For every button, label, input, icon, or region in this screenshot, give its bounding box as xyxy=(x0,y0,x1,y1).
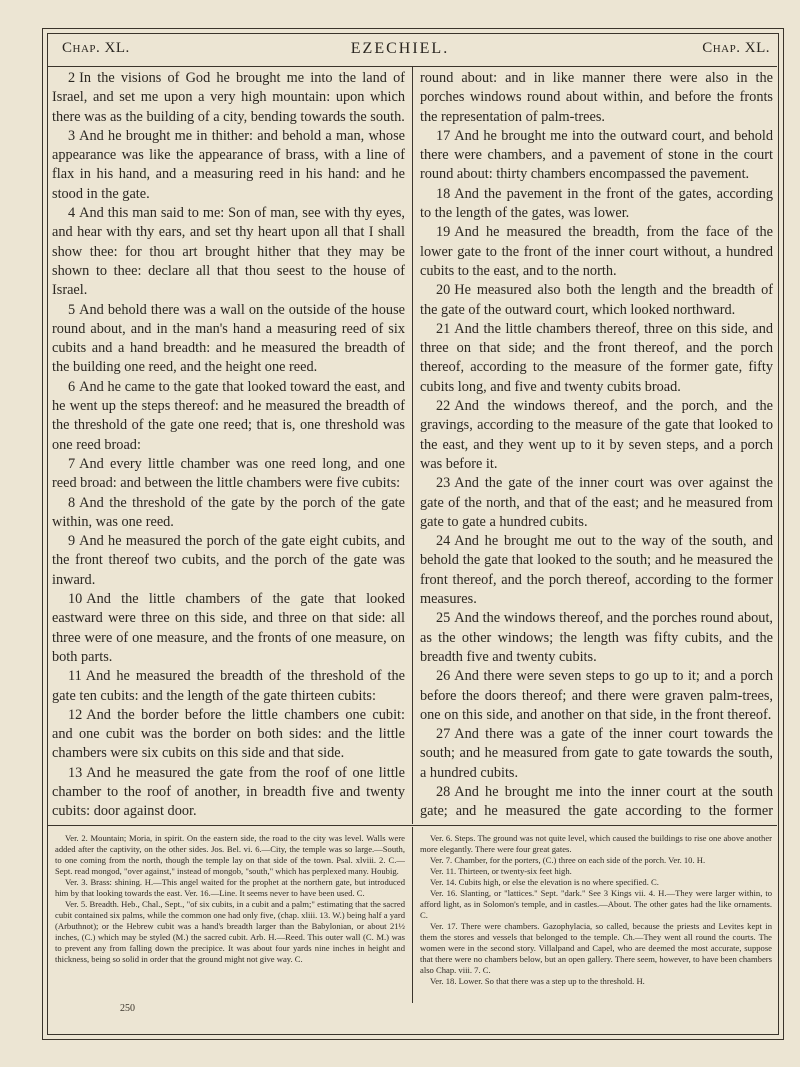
verse-text: And he brought me into the inner court at the south gate; and he measured the gate according to the former xyxy=(420,783,773,820)
verse-number: 9 xyxy=(68,533,76,550)
footnote: Ver. 16. Slanting, or "lattices." Sept. "dark." See 3 Kings vii. 4. H.—They were larger within, to afford light, as in Solomon's temple, and in castles.—About. The other gates had the like ornaments. C. xyxy=(420,888,772,920)
verse-number: 3 xyxy=(68,127,76,144)
verse-number: 23 xyxy=(436,475,451,492)
verse-number: 5 xyxy=(68,301,76,318)
verse-number: 26 xyxy=(436,668,451,685)
footnote: Ver. 6. Steps. The ground was not quite level, which caused the buildings to rise one above another more elegantly. There were four great gates. xyxy=(420,833,772,854)
verse-continuation: round about: and in like manner there were also in the porches windows round about within, and before the fronts the representation of palm-trees. xyxy=(420,70,773,125)
verse-number: 19 xyxy=(436,224,451,241)
footnote: Ver. 5. Breadth. Heb., Chal., Sept., "of six cubits, in a cubit and a palm;" estimating that the sacred cubit contained six palms, while the common one had only five, (chap. xliii. 13. W.) being half a yard (Arbuthnot); or the Hebrew cubit was a hand's breadth larger than the Babylonian, or about 21½ inches, (C.) which may be styled (M.) the sacred cubit. Arb. H.—Reed. This outer wall (C. M.) was to prevent any from falling down the precipice. It was about four yards nine inches in height and thickness, being so solid in order that the ground might not give way. C. xyxy=(55,899,405,964)
verse xyxy=(420,783,773,821)
verse-text: And he brought me into the outward court, and behold there were chambers, and a pavement of stone in the court round about: thirty chambers encompassed the pavement. xyxy=(420,127,773,183)
footnotes-divider xyxy=(412,827,413,1003)
verse-number: 21 xyxy=(436,320,451,337)
verse-number: 28 xyxy=(436,783,451,800)
verse-text: And the little chambers of the gate that looked eastward were three on this side, and three on that side: all three were of one measure, and the fronts of one measure, on both parts. xyxy=(52,591,405,665)
verse-number: 22 xyxy=(436,398,451,415)
verse-text: And the threshold of the gate by the porch of the gate within, was one reed. xyxy=(52,494,405,530)
verse-text: And he brought me out to the way of the south, and behold the gate that looked to the south; and he measured the front thereof, and the porch thereof, according to the former measures. xyxy=(420,533,773,608)
verse xyxy=(420,223,773,281)
verse-number: 4 xyxy=(68,205,76,222)
verse-text: In the visions of God he brought me into the land of Israel, and set me upon a very high mountain: upon which there was as the building of a city, bending towards the south. xyxy=(52,70,405,125)
verse-text: And he measured the breadth of the threshold of the gate ten cubits: and the length of the gate thirteen cubits: xyxy=(52,668,405,704)
verse-number: 11 xyxy=(68,668,82,685)
verse-text: And the border before the little chambers one cubit: and one cubit was the border on both sides: and the little chambers were six cubits on this side and that side. xyxy=(52,706,405,762)
verse-number: 24 xyxy=(436,533,451,550)
verse xyxy=(52,764,405,821)
verse xyxy=(420,609,773,667)
footnotes-right xyxy=(420,833,772,1013)
verse-number: 8 xyxy=(68,494,76,511)
verse-text: And the windows thereof, and the porch, and the gravings, according to the measure of the gate that looked to the east, and they went up to it by seven steps, and a porch was before it. xyxy=(420,398,773,472)
verse xyxy=(420,185,773,224)
verse-text: And there were seven steps to go up to it; and a porch before the doors thereof; and there were graven palm-trees, one on this side, and another on that side, in the front thereof. xyxy=(420,668,773,723)
verse-text: And the gate of the inner court was over against the gate of the north, and that of the east; and he measured from gate to gate a hundred cubits. xyxy=(420,475,773,530)
verse xyxy=(52,455,405,494)
footnote: Ver. 7. Chamber, for the porters, (C.) three on each side of the porch. Ver. 10. H. xyxy=(430,855,706,865)
verse-number: 25 xyxy=(436,610,451,627)
verse xyxy=(52,204,405,300)
verse-text: And he came to the gate that looked toward the east, and he went up the steps thereof: and he measured the breadth of the threshold of the gate one reed; that is, one threshold was one reed broad: xyxy=(52,378,405,453)
verse-number: 2 xyxy=(68,70,76,86)
verse-text: And the windows thereof, and the porches round about, as the other windows; the length was fifty cubits, and the breadth five and twenty cubits. xyxy=(420,610,773,665)
text-column-right xyxy=(420,69,773,821)
verse-text: And behold there was a wall on the outside of the house round about, and in the man's hand a measuring reed of six cubits and a hand breadth: and he measured the breadth of the building one reed, and the height one reed. xyxy=(52,301,405,376)
running-head-left: Chap. XL. xyxy=(62,40,130,56)
footnotes-rule xyxy=(47,825,777,826)
footnote: Ver. 17. There were chambers. Gazophylacia, so called, because the priests and Levites kept in them the stores and vessels that belonged to the temple. Ch.—They went all round the courts. The women were in the second story. Villalpand and Capel, who are deemed the most accurate, suppose that there were no chambers below, but an open gallery. There seem, however, to have been chambers also Chap. viii. 7. C. xyxy=(420,921,772,975)
verse xyxy=(52,667,405,706)
verse-number: 20 xyxy=(436,282,451,299)
verse-number: 13 xyxy=(68,764,83,781)
verse-text: And the pavement in the front of the gates, according to the length of the gates, was lower. xyxy=(420,185,773,222)
verse xyxy=(52,301,405,378)
running-head-title: EZECHIEL. xyxy=(350,40,450,57)
verse xyxy=(420,474,773,532)
footnotes-left xyxy=(55,833,405,1013)
verse-number: 10 xyxy=(68,591,83,608)
footnote: Ver. 18. Lower. So that there was a step up to the threshold. H. xyxy=(430,976,645,986)
verse-text: And the little chambers thereof, three on this side, and three on that side; and the front thereof, and the porch thereof, according to the measure of the former gate, fifty cubits long, and five and twenty cubits broad. xyxy=(420,320,773,395)
footnote: Ver. 14. Cubits high, or else the elevation is no where specified. C. xyxy=(430,877,659,887)
verse xyxy=(52,69,405,127)
verse xyxy=(420,127,773,185)
verse xyxy=(52,378,405,455)
verse xyxy=(52,127,405,204)
verse xyxy=(420,320,773,397)
verse-number: 12 xyxy=(68,706,83,723)
verse xyxy=(52,706,405,764)
verse-text: And every little chamber was one reed long, and one reed broad: and between the little chambers were five cubits: xyxy=(52,455,405,492)
verse xyxy=(52,590,405,667)
verse xyxy=(420,532,773,609)
verse-number: 18 xyxy=(436,185,451,202)
verse-text: And he measured the breadth, from the face of the lower gate to the front of the inner court without, a hundred cubits to the east, and to the north. xyxy=(420,224,773,279)
footnote: Ver. 11. Thirteen, or twenty-six feet high. xyxy=(430,866,572,876)
text-column-left xyxy=(52,69,405,821)
verse-number: 7 xyxy=(68,455,76,472)
verse xyxy=(420,725,773,783)
verse-text: And there was a gate of the inner court towards the south; and he measured from gate to gate towards the south, a hundred cubits. xyxy=(420,726,773,781)
verse-text: And this man said to me: Son of man, see with thy eyes, and hear with thy ears, and set thy heart upon all that I shall show thee: for thou art brought hither that they may be shown to thee: declare all that thou seest to the house of Israel. xyxy=(52,205,405,299)
verse-text: And he measured the gate from the roof of one little chamber to the roof of another, in breadth five and twenty cubits: door against door. xyxy=(52,764,405,820)
verse-text: And he measured the porch of the gate eight cubits, and the front thereof two cubits, and the porch of the gate was inward. xyxy=(52,533,405,588)
page-number: 250 xyxy=(120,1003,135,1014)
verse-number: 17 xyxy=(436,127,451,144)
verse-text: And he brought me in thither: and behold a man, whose appearance was like the appearance of brass, with a line of flax in his hand, and a measuring reed in his hand: and he stood in the gate. xyxy=(52,127,405,202)
verse xyxy=(420,281,773,320)
footnote: Ver. 2. Mountain; Moria, in spirit. On the eastern side, the road to the city was level. Walls were added after the captivity, on the other sides. Jos. Bel. vi. 6.—City, the temple was so large.—South, to one coming from the north, though the temple lay on that side of the town. Psal. xlviii. 2. C.—Sept. read mongod, "over against," instead of mongob, "south," which has perplexed many. Houbig. xyxy=(55,833,405,876)
column-divider xyxy=(412,67,413,824)
verse xyxy=(52,532,405,590)
verse xyxy=(420,667,773,725)
verse xyxy=(52,494,405,533)
verse-number: 27 xyxy=(436,726,451,743)
verse-number: 6 xyxy=(68,378,76,395)
verse xyxy=(420,397,773,474)
footnote: Ver. 3. Brass: shining. H.—This angel waited for the prophet at the northern gate, but introduced him by that looking towards the east. Ver. 16.—Line. It seems never to have been used. C. xyxy=(55,877,405,898)
verse-text: He measured also both the length and the breadth of the gate of the outward court, which looked northward. xyxy=(420,282,773,318)
running-head-right: Chap. XL. xyxy=(702,40,770,56)
